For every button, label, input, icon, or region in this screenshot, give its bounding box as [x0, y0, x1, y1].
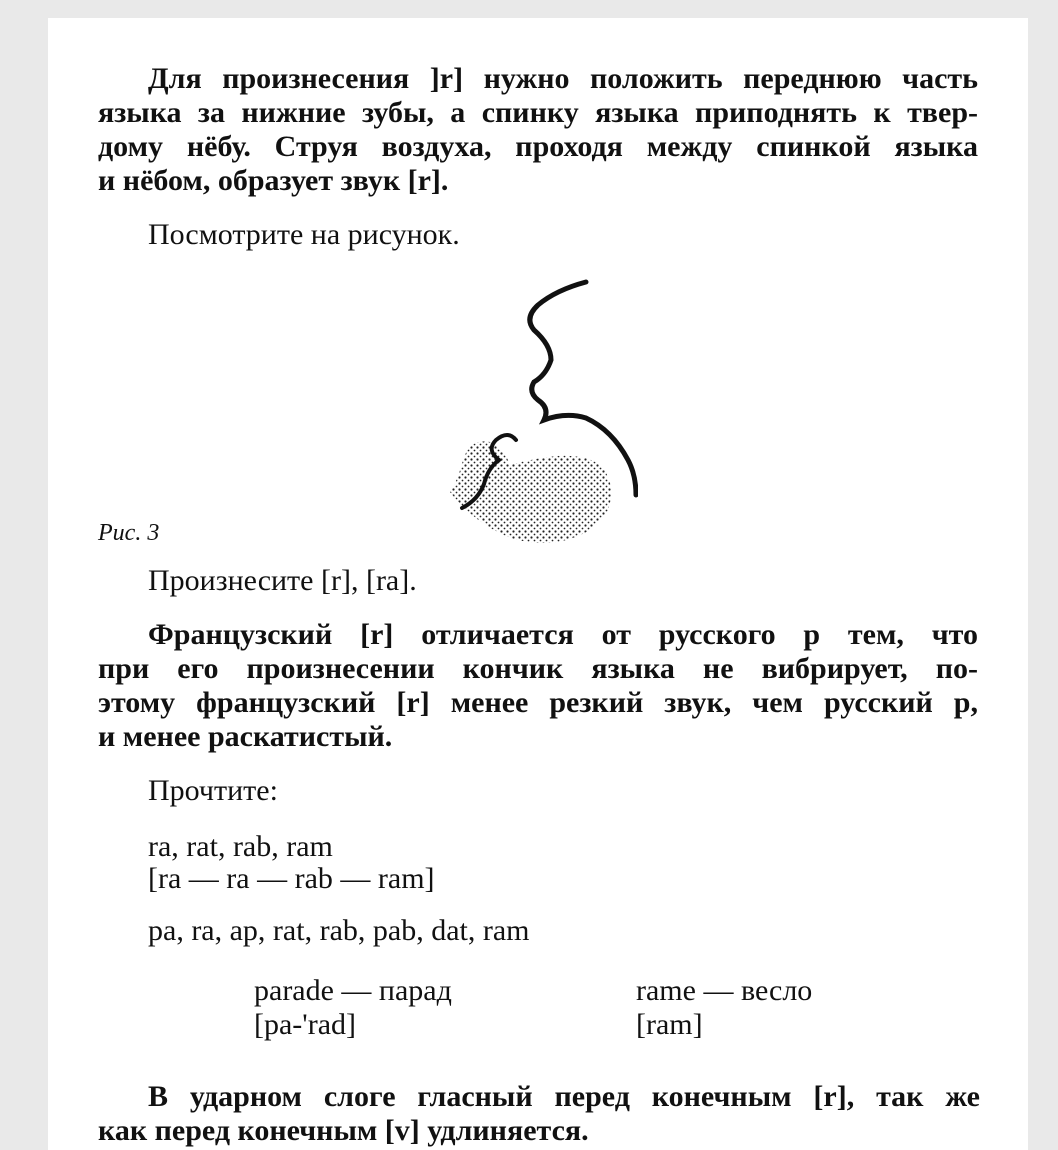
vocab-word: rame — весло — [636, 974, 813, 1007]
text-line: и нёбом, образует звук [r]. — [98, 164, 449, 197]
text-line: Для произнесения ]r] нужно положить переднюю часть — [148, 62, 978, 95]
textbook-page — [48, 18, 1028, 1150]
articulation-diagram — [428, 260, 638, 545]
text-line: этому французский [r] менее резкий звук, чем русский р, — [98, 686, 978, 719]
instruction-read: Прочтите: — [148, 774, 278, 807]
text-line: дому нёбу. Струя воздуха, проходя между спинкой языка — [98, 130, 978, 163]
text-line: Французский [r] отличается от русского р тем, что — [148, 618, 978, 651]
figure-caption: Рис. 3 — [98, 520, 160, 546]
text-line: языка за нижние зубы, а спинку языка приподнять к твер- — [98, 96, 978, 129]
vocab-word: parade — парад — [254, 974, 452, 1007]
instruction-look-at-figure: Посмотрите на рисунок. — [148, 218, 460, 251]
exercise-word-list: pa, ra, ap, rat, rab, pab, dat, ram — [148, 914, 530, 947]
text-line: как перед конечным [v] удлиняется. — [98, 1114, 589, 1147]
exercise-transcription: [ra — ra — rab — ram] — [148, 862, 435, 895]
exercise-words: ra, rat, rab, ram — [148, 830, 333, 863]
text-line: при его произнесении кончик языка не вибрирует, по- — [98, 652, 978, 685]
text-line: В ударном слоге гласный перед конечным [r], так же — [148, 1080, 980, 1113]
text-line: и менее раскатистый. — [98, 720, 393, 753]
vocab-transcription: [pa-'rad] — [254, 1008, 356, 1041]
tongue-shape — [450, 441, 611, 543]
vocab-transcription: [ram] — [636, 1008, 703, 1041]
instruction-pronounce: Произнесите [r], [ra]. — [148, 564, 417, 597]
